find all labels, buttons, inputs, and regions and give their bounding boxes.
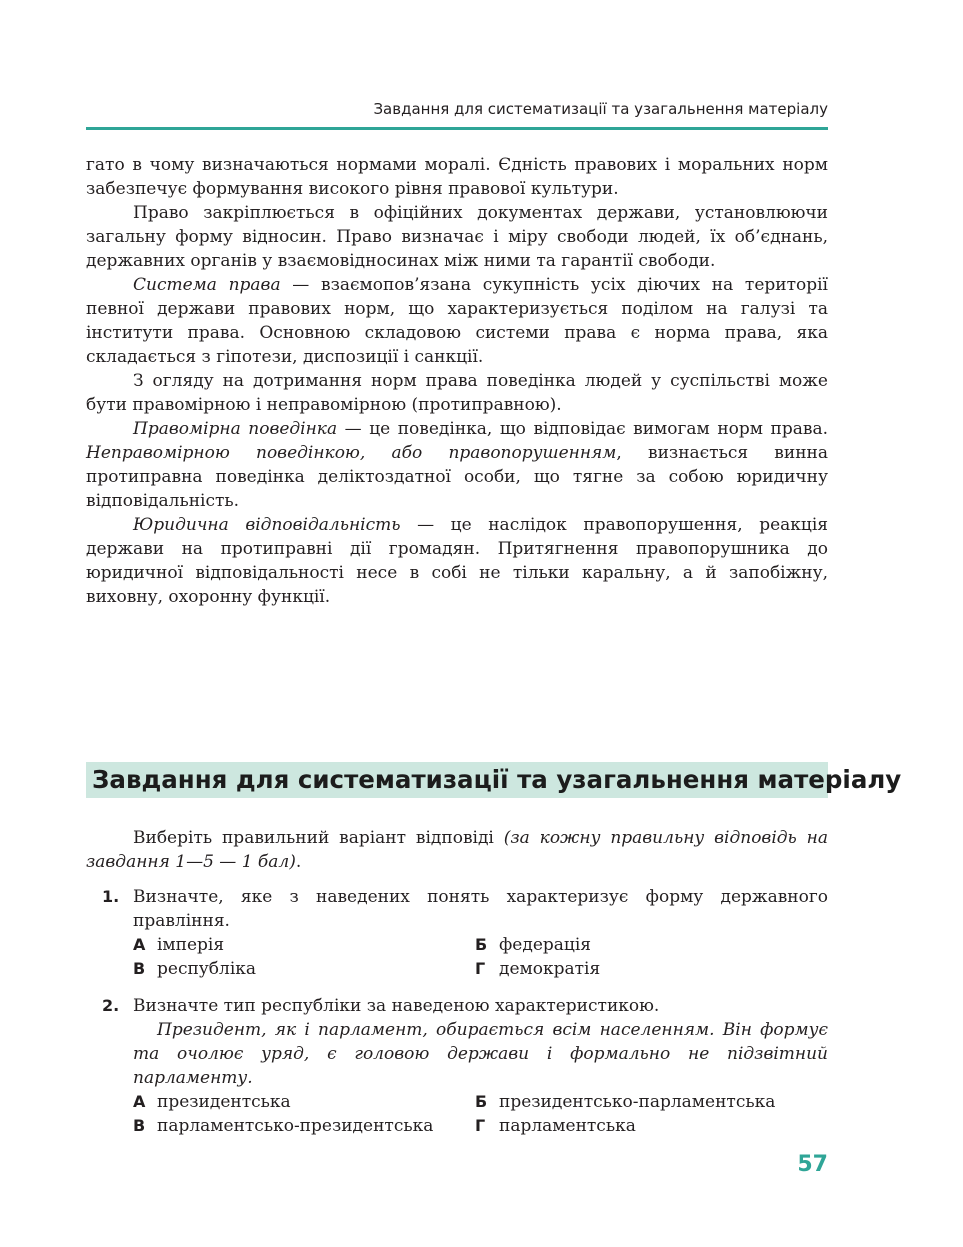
answer-option[interactable] — [475, 1114, 636, 1138]
option-letter: В — [133, 1116, 146, 1135]
instruction-end: . — [295, 852, 302, 872]
question-description: Президент, як і парламент, обирається всім населенням. Він формує та очолює уряд, є головою держави і формально не підзвітний парламенту. — [133, 1020, 828, 1088]
header-rule — [86, 127, 828, 130]
answer-option[interactable] — [133, 1090, 291, 1114]
option-text: парламентська — [499, 1116, 636, 1136]
option-letter: Г — [475, 959, 486, 978]
option-text: президентсько-парламентська — [499, 1092, 776, 1112]
paragraph-text: — це наслідок правопорушення, реакція держави на протиправні дії громадян. Притягнення правопорушника до юридичної відповідальності несе в собі не тільки каральну, а й запобіжну, виховну, охоронну функції. — [86, 515, 829, 607]
section-heading: Завдання для систематизації та узагальнення матеріалу — [92, 765, 902, 794]
option-letter: А — [133, 1092, 146, 1111]
answer-option[interactable] — [133, 1114, 433, 1138]
answer-option[interactable] — [475, 933, 591, 957]
option-letter: А — [133, 935, 146, 954]
option-letter: В — [133, 959, 146, 978]
paragraph-text: Право закріплюється в офіційних документах держави, установлюючи загальну форму відносин. Право визначає і міру свободи людей, їх об’єднань, державних органів у взаємовідносинах між ними та гарантії свободи. — [86, 203, 828, 271]
paragraph — [86, 273, 828, 369]
instruction-scoring: (за кожну правильну відповідь на завдання 1—5 — 1 бал) — [86, 828, 828, 872]
body-text — [86, 153, 828, 609]
option-text: парламентсько-президентська — [157, 1116, 434, 1136]
answer-options — [133, 1090, 828, 1138]
paragraph-text: — взаємопов’язана сукупність усіх діючих на території певної держави правових норм, що характеризується поділом на галузі та інститути права. Основною складовою системи права є норма права, яка складається з гіпотези, диспозиції і санкції. — [86, 275, 828, 367]
page-number: 57 — [797, 1152, 828, 1177]
paragraph — [86, 153, 828, 201]
answer-option[interactable] — [133, 957, 256, 981]
term-unlawful-behavior: Неправомірною поведінкою, або правопорушенням — [86, 443, 617, 463]
option-text: республіка — [157, 959, 257, 979]
answer-option[interactable] — [475, 957, 600, 981]
option-letter: Б — [475, 1092, 488, 1111]
question-1 — [86, 885, 828, 981]
paragraph-text: гато в чому визначаються нормами моралі. Єдність правових і моральних норм забезпечує формування високого рівня правової культури. — [86, 155, 828, 199]
question-number: 1. — [102, 887, 120, 906]
instruction-text: Виберіть правильний варіант відповіді — [133, 828, 504, 848]
paragraph-text: , визнається винна протиправна поведінка деліктоздатної особи, що тягне за собою юридичну відповідальність. — [86, 443, 828, 511]
paragraph-text: З огляду на дотримання норм права поведінка людей у суспільстві може бути правомірною і неправомірною (протиправною). — [86, 371, 828, 415]
option-letter: Г — [475, 1116, 486, 1135]
question-text: Визначте тип республіки за наведеною характеристикою. — [133, 996, 660, 1016]
paragraph — [86, 513, 828, 609]
option-text: демократія — [499, 959, 601, 979]
option-text: президентська — [157, 1092, 291, 1112]
running-header: Завдання для систематизації та узагальнення матеріалу — [373, 100, 828, 118]
paragraph — [86, 417, 828, 513]
answer-option[interactable] — [475, 1090, 775, 1114]
paragraph — [86, 201, 828, 273]
answer-option[interactable] — [133, 933, 224, 957]
paragraph-text: — це поведінка, що відповідає вимогам норм права. — [337, 419, 828, 439]
question-text: Визначте, яке з наведених понять характеризує форму державного правління. — [133, 887, 828, 931]
question-2 — [86, 994, 828, 1138]
paragraph — [86, 369, 828, 417]
option-text: федерація — [499, 935, 592, 955]
term-lawful-behavior: Правомірна поведінка — [133, 419, 338, 439]
term-system-of-law: Система права — [133, 275, 281, 295]
question-number: 2. — [102, 996, 120, 1015]
task-instruction — [86, 826, 828, 874]
term-legal-responsibility: Юридична відповідальність — [133, 515, 401, 535]
answer-options — [133, 933, 828, 981]
option-text: імперія — [157, 935, 225, 955]
option-letter: Б — [475, 935, 488, 954]
